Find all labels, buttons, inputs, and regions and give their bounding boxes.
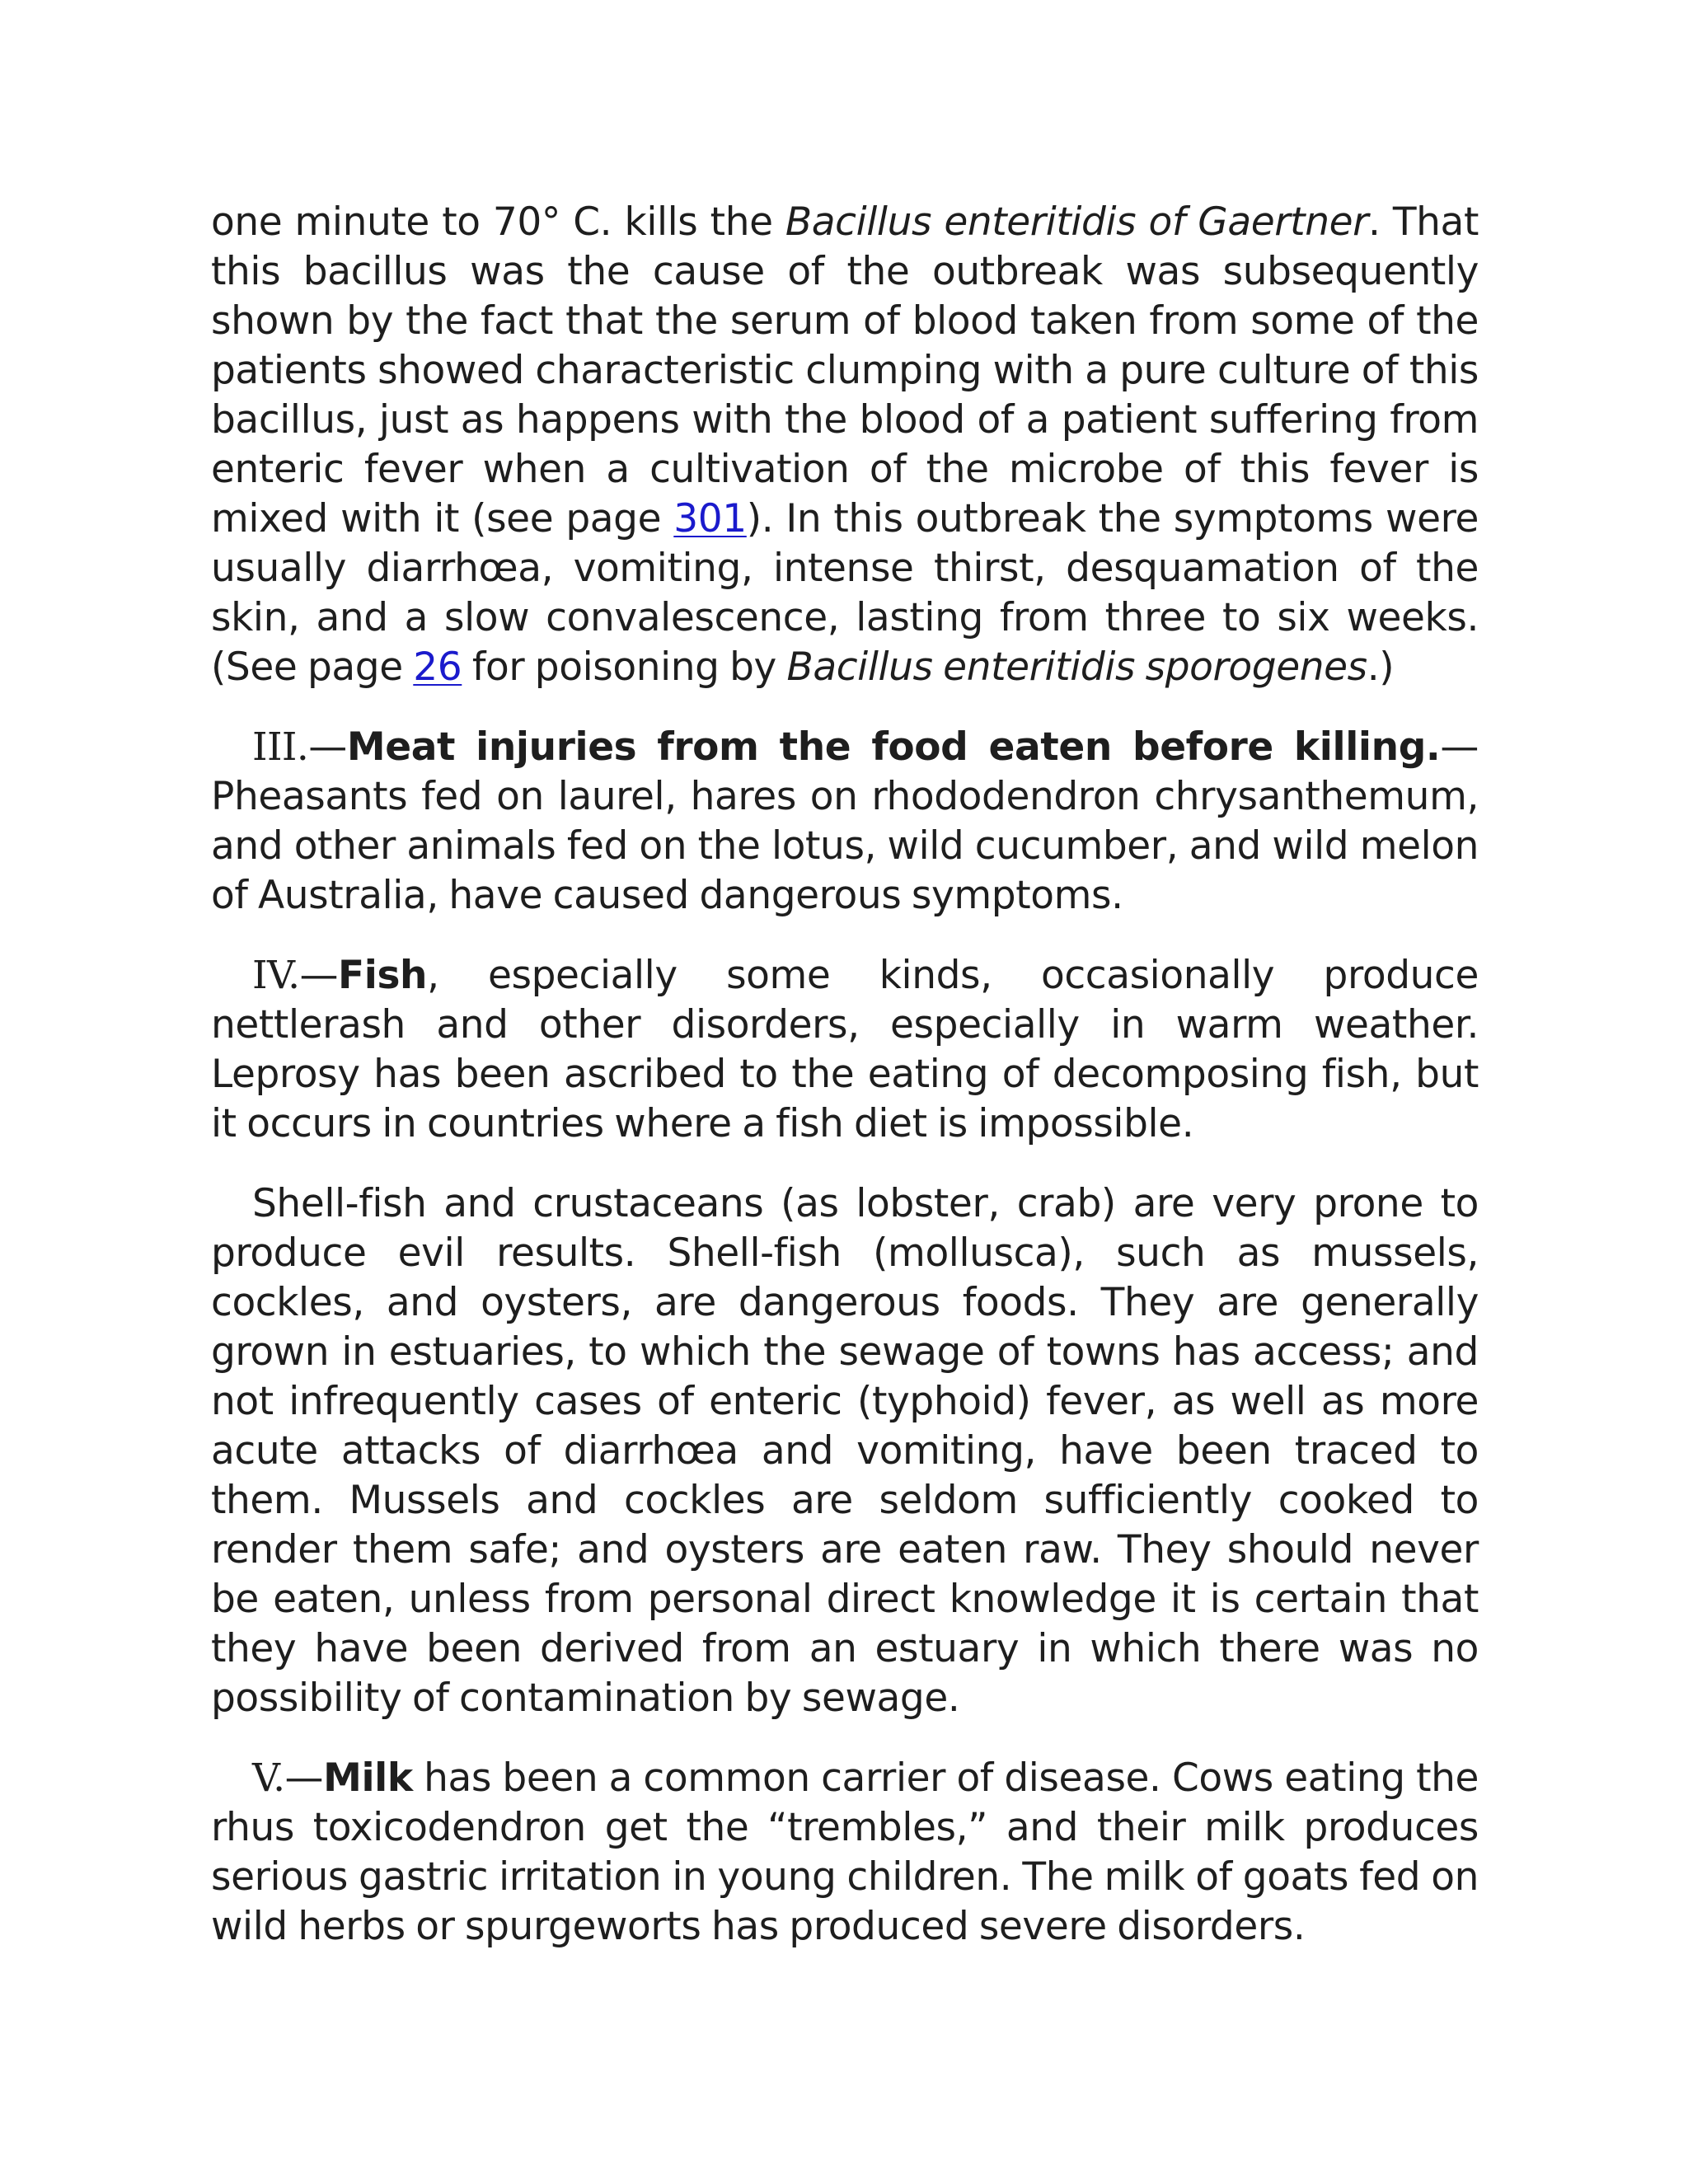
paragraph-gaertner-outbreak xyxy=(211,198,1479,692)
text-run: .) xyxy=(1367,644,1395,690)
em-dash: — xyxy=(308,724,347,770)
paragraph-shellfish xyxy=(211,1179,1479,1723)
section-heading-meat: Meat injuries from the food eaten before killing. xyxy=(346,724,1441,770)
section-heading-milk: Milk xyxy=(323,1755,413,1801)
text-run: has been a common carrier of disease. Cows eating the rhus toxicodendron get the “trembles,” and their milk produces serious gastric irritation in young children. The milk of goats fed on wild herbs or spurgeworts has produced severe disorders. xyxy=(211,1755,1479,1949)
text-run: . That this bacillus was the cause of the outbreak was subsequently shown by the fact that the serum of blood taken from some of the patients showed characteristic clumping with a pure culture of this bacillus, just as happens with the blood of a patient suffering from enteric fever when a cultivation of the microbe of this fever is mixed with it (see page xyxy=(211,199,1479,541)
page-link-301[interactable]: 301 xyxy=(673,496,747,541)
paragraph-milk xyxy=(211,1754,1479,1952)
paragraph-meat-injuries xyxy=(211,723,1479,921)
text-run: — Pheasants fed on laurel, hares on rhododendron chrysanthemum, and other animals fed on the lotus, wild cucumber, and wild melon of Australia, have caused dangerous symptoms. xyxy=(211,724,1479,918)
section-numeral-iii: III. xyxy=(252,724,309,770)
italic-bacillus-sporogenes: Bacillus enteritidis sporogenes xyxy=(786,644,1367,690)
text-run: , especially some kinds, occasionally produce nettlerash and other disorders, especially in warm weather. Leprosy has been ascribed to the eating of decomposing fish, but it occurs in countries where a fish diet is impossible. xyxy=(211,953,1479,1146)
text-run: ). In this outbreak the symptoms were usually diarrhœa, vomiting, intense thirst, desquamation of the skin, and a slow convalescence, lasting from three to six weeks. (See page xyxy=(211,496,1479,690)
section-numeral-v: V. xyxy=(252,1755,285,1801)
text-run: one minute to 70° C. kills the xyxy=(211,199,785,245)
paragraph-fish xyxy=(211,951,1479,1149)
text-run: for poisoning by xyxy=(462,644,787,690)
em-dash: — xyxy=(284,1755,324,1801)
page-link-26[interactable]: 26 xyxy=(413,644,462,690)
em-dash: — xyxy=(299,953,339,998)
section-heading-fish: Fish xyxy=(338,953,428,998)
page-body xyxy=(211,198,1479,1982)
text-run: Shell-fish and crustaceans (as lobster, crab) are very prone to produce evil results. Shell-fish (mollusca), such as mussels, cockles, and oysters, are dangerous foods. They are generally grown in estuaries, to which the sewage of towns has access; and not infrequently cases of enteric (typhoid) fever, as well as more acute attacks of diarrhœa and vomiting, have been traced to them. Mussels and cockles are seldom sufficiently cooked to render them safe; and oysters are eaten raw. They should never be eaten, unless from personal direct knowledge it is certain that they have been derived from an estuary in which there was no possibility of contamination by sewage. xyxy=(211,1181,1479,1721)
section-numeral-iv: IV. xyxy=(252,953,300,998)
italic-bacillus-gaertner: Bacillus enteritidis of Gaertner xyxy=(785,199,1369,245)
